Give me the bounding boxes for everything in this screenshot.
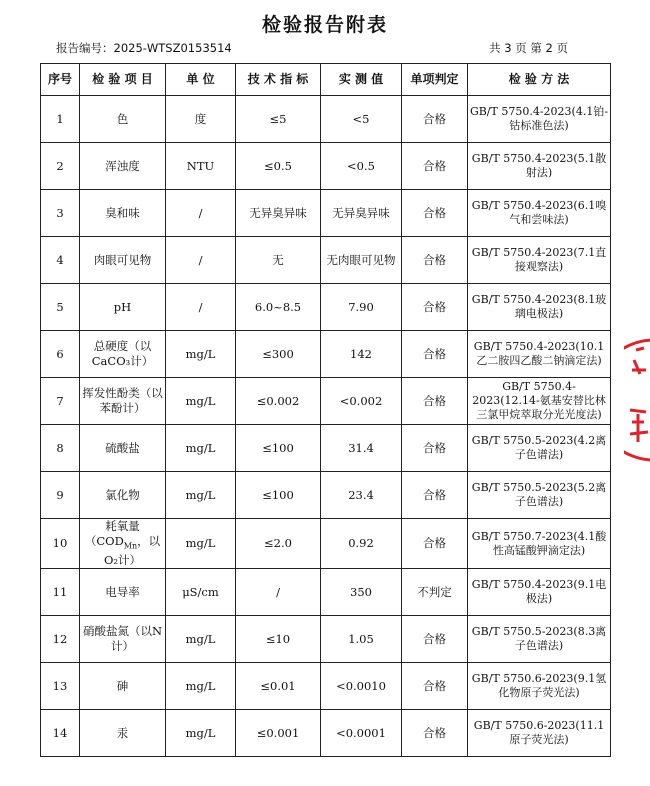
verdict: 不判定 xyxy=(402,569,468,616)
technical-spec: 6.0~8.5 xyxy=(236,284,321,331)
page-info: 共 3 页 第 2 页 xyxy=(489,41,568,55)
unit: 度 xyxy=(166,96,236,143)
row-number: 6 xyxy=(41,331,80,378)
unit: mg/L xyxy=(166,472,236,519)
row-number: 1 xyxy=(41,96,80,143)
technical-spec: 无异臭异味 xyxy=(236,190,321,237)
item-name: 浑浊度 xyxy=(80,143,166,190)
unit: mg/L xyxy=(166,710,236,757)
test-method: GB/T 5750.4-2023(5.1散射法) xyxy=(468,143,611,190)
unit: / xyxy=(166,237,236,284)
measured-value: <0.5 xyxy=(321,143,402,190)
verdict: 合格 xyxy=(402,284,468,331)
column-header-measured: 实 测 值 xyxy=(321,64,402,96)
row-number: 10 xyxy=(41,519,80,569)
table-row xyxy=(41,143,611,190)
table-row xyxy=(41,663,611,710)
technical-spec: ≤300 xyxy=(236,331,321,378)
row-number: 7 xyxy=(41,378,80,425)
technical-spec: ≤0.001 xyxy=(236,710,321,757)
column-header-unit: 单 位 xyxy=(166,64,236,96)
test-method: GB/T 5750.4-2023(4.1铂-钴标准色法) xyxy=(468,96,611,143)
measured-value: 无肉眼可见物 xyxy=(321,237,402,284)
verdict: 合格 xyxy=(402,519,468,569)
verdict: 合格 xyxy=(402,472,468,519)
item-name: 电导率 xyxy=(80,569,166,616)
item-name: 硝酸盐氮（以N计） xyxy=(80,616,166,663)
test-method: GB/T 5750.5-2023(5.2离子色谱法) xyxy=(468,472,611,519)
unit: μS/cm xyxy=(166,569,236,616)
table-row xyxy=(41,96,611,143)
table-row xyxy=(41,378,611,425)
test-method: GB/T 5750.4-2023(7.1直接观察法) xyxy=(468,237,611,284)
item-name: 挥发性酚类（以苯酚计） xyxy=(80,378,166,425)
table-row xyxy=(41,190,611,237)
test-method: GB/T 5750.4-2023(12.14-氨基安替比林三氯甲烷萃取分光光度法) xyxy=(468,378,611,425)
technical-spec: ≤10 xyxy=(236,616,321,663)
test-method: GB/T 5750.4-2023(6.1嗅气和尝味法) xyxy=(468,190,611,237)
table-row xyxy=(41,284,611,331)
technical-spec: ≤0.5 xyxy=(236,143,321,190)
item-name: 耗氧量（$COD_{Mn}$，以O₂计） xyxy=(80,519,166,569)
verdict: 合格 xyxy=(402,331,468,378)
row-number: 13 xyxy=(41,663,80,710)
row-number: 2 xyxy=(41,143,80,190)
verdict: 合格 xyxy=(402,237,468,284)
inspection-results-table xyxy=(40,63,611,757)
test-method: GB/T 5750.4-2023(8.1玻璃电极法) xyxy=(468,284,611,331)
item-name: 臭和味 xyxy=(80,190,166,237)
unit: mg/L xyxy=(166,663,236,710)
measured-value: 7.90 xyxy=(321,284,402,331)
report-number: 报告编号：2025-WTSZ0153514 xyxy=(56,41,232,55)
technical-spec: 无 xyxy=(236,237,321,284)
measured-value: <5 xyxy=(321,96,402,143)
measured-value: <0.0001 xyxy=(321,710,402,757)
column-header-spec: 技 术 指 标 xyxy=(236,64,321,96)
test-method: GB/T 5750.7-2023(4.1酸性高锰酸钾滴定法) xyxy=(468,519,611,569)
verdict: 合格 xyxy=(402,616,468,663)
column-header-no: 序号 xyxy=(41,64,80,96)
measured-value: <0.002 xyxy=(321,378,402,425)
measured-value: 350 xyxy=(321,569,402,616)
verdict: 合格 xyxy=(402,143,468,190)
unit: mg/L xyxy=(166,378,236,425)
item-name: 总硬度（以CaCO₃计） xyxy=(80,331,166,378)
technical-spec: ≤100 xyxy=(236,472,321,519)
unit: mg/L xyxy=(166,331,236,378)
table-row xyxy=(41,710,611,757)
unit: mg/L xyxy=(166,616,236,663)
technical-spec: ≤0.002 xyxy=(236,378,321,425)
item-name: 氯化物 xyxy=(80,472,166,519)
verdict: 合格 xyxy=(402,190,468,237)
row-number: 8 xyxy=(41,425,80,472)
item-name: 砷 xyxy=(80,663,166,710)
unit: mg/L xyxy=(166,425,236,472)
measured-value: 0.92 xyxy=(321,519,402,569)
test-method: GB/T 5750.6-2023(11.1原子荧光法) xyxy=(468,710,611,757)
column-header-item: 检 验 项 目 xyxy=(80,64,166,96)
unit: / xyxy=(166,284,236,331)
measured-value: 31.4 xyxy=(321,425,402,472)
row-number: 12 xyxy=(41,616,80,663)
technical-spec: ≤2.0 xyxy=(236,519,321,569)
unit: NTU xyxy=(166,143,236,190)
verdict: 合格 xyxy=(402,710,468,757)
item-name: 汞 xyxy=(80,710,166,757)
row-number: 4 xyxy=(41,237,80,284)
table-row xyxy=(41,472,611,519)
verdict: 合格 xyxy=(402,425,468,472)
measured-value: 1.05 xyxy=(321,616,402,663)
test-method: GB/T 5750.4-2023(10.1乙二胺四乙酸二钠滴定法) xyxy=(468,331,611,378)
technical-spec: ≤0.01 xyxy=(236,663,321,710)
red-seal-stamp xyxy=(624,330,650,470)
item-name: pH xyxy=(80,284,166,331)
measured-value: 23.4 xyxy=(321,472,402,519)
item-name: 硫酸盐 xyxy=(80,425,166,472)
test-method: GB/T 5750.4-2023(9.1电极法) xyxy=(468,569,611,616)
table-row xyxy=(41,616,611,663)
verdict: 合格 xyxy=(402,663,468,710)
table-row xyxy=(41,569,611,616)
item-name: 色 xyxy=(80,96,166,143)
table-row xyxy=(41,425,611,472)
technical-spec: ≤5 xyxy=(236,96,321,143)
test-method: GB/T 5750.5-2023(4.2离子色谱法) xyxy=(468,425,611,472)
table-row xyxy=(41,519,611,569)
test-method: GB/T 5750.6-2023(9.1氢化物原子荧光法) xyxy=(468,663,611,710)
verdict: 合格 xyxy=(402,96,468,143)
table-row xyxy=(41,237,611,284)
column-header-verdict: 单项判定 xyxy=(402,64,468,96)
table-header-row xyxy=(41,64,611,96)
row-number: 5 xyxy=(41,284,80,331)
row-number: 3 xyxy=(41,190,80,237)
test-method: GB/T 5750.5-2023(8.3离子色谱法) xyxy=(468,616,611,663)
item-name: 肉眼可见物 xyxy=(80,237,166,284)
table-row xyxy=(41,331,611,378)
technical-spec: ≤100 xyxy=(236,425,321,472)
row-number: 9 xyxy=(41,472,80,519)
unit: mg/L xyxy=(166,519,236,569)
row-number: 14 xyxy=(41,710,80,757)
row-number: 11 xyxy=(41,569,80,616)
verdict: 合格 xyxy=(402,378,468,425)
technical-spec: / xyxy=(236,569,321,616)
measured-value: 142 xyxy=(321,331,402,378)
page-title: 检验报告附表 xyxy=(261,14,388,36)
unit: / xyxy=(166,190,236,237)
measured-value: <0.0010 xyxy=(321,663,402,710)
column-header-method: 检 验 方 法 xyxy=(468,64,611,96)
measured-value: 无异臭异味 xyxy=(321,190,402,237)
